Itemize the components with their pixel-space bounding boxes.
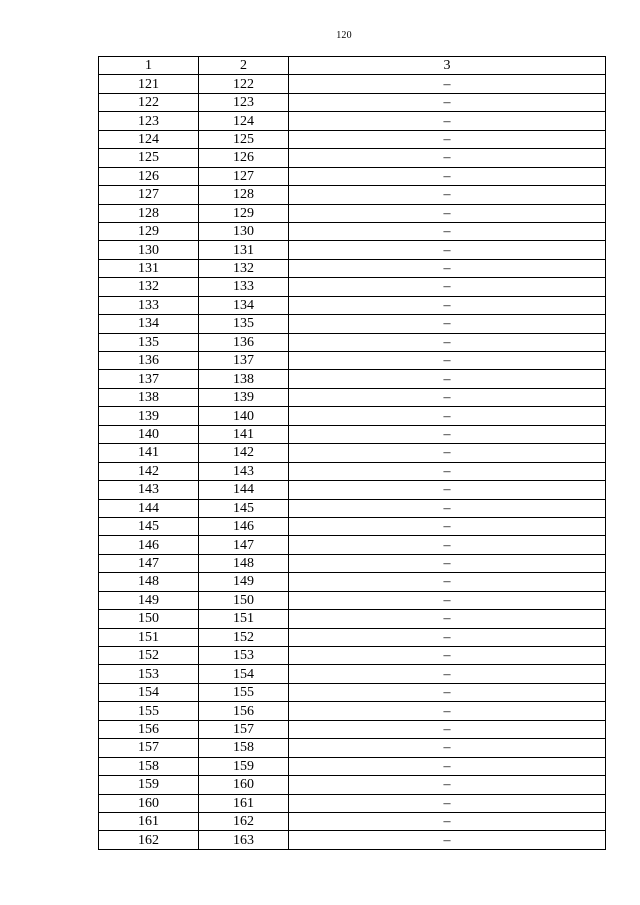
table-row — [99, 462, 606, 480]
table-cell-col-3: – — [289, 665, 606, 683]
table-cell-col-3: – — [289, 720, 606, 738]
table-cell-col-3: – — [289, 186, 606, 204]
column-header-3: 3 — [289, 57, 606, 75]
table-row — [99, 776, 606, 794]
table-cell-col-2: 127 — [199, 167, 289, 185]
table-cell-col-1: 140 — [99, 425, 199, 443]
table-cell-col-1: 160 — [99, 794, 199, 812]
table-cell-col-2: 158 — [199, 739, 289, 757]
table-cell-col-1: 130 — [99, 241, 199, 259]
table-cell-col-3: – — [289, 388, 606, 406]
table-cell-col-3: – — [289, 278, 606, 296]
table-cell-col-3: – — [289, 370, 606, 388]
table-cell-col-2: 135 — [199, 315, 289, 333]
table-cell-col-2: 124 — [199, 112, 289, 130]
table-header — [99, 57, 606, 75]
table-cell-col-3: – — [289, 517, 606, 535]
table-cell-col-1: 121 — [99, 75, 199, 93]
table-cell-col-1: 136 — [99, 352, 199, 370]
table-cell-col-3: – — [289, 812, 606, 830]
table-row — [99, 481, 606, 499]
table-cell-col-1: 161 — [99, 812, 199, 830]
table-cell-col-3: – — [289, 296, 606, 314]
table-cell-col-1: 134 — [99, 315, 199, 333]
table-cell-col-3: – — [289, 536, 606, 554]
data-table — [98, 56, 606, 850]
table-cell-col-2: 129 — [199, 204, 289, 222]
table-cell-col-1: 123 — [99, 112, 199, 130]
table-row — [99, 683, 606, 701]
table-row — [99, 75, 606, 93]
table-cell-col-2: 126 — [199, 149, 289, 167]
table-cell-col-3: – — [289, 241, 606, 259]
table-cell-col-2: 155 — [199, 683, 289, 701]
table-row — [99, 130, 606, 148]
table-cell-col-1: 144 — [99, 499, 199, 517]
table-cell-col-3: – — [289, 683, 606, 701]
table-cell-col-2: 146 — [199, 517, 289, 535]
table-row — [99, 93, 606, 111]
table-cell-col-2: 125 — [199, 130, 289, 148]
table-cell-col-3: – — [289, 554, 606, 572]
table-cell-col-2: 154 — [199, 665, 289, 683]
table-cell-col-1: 127 — [99, 186, 199, 204]
table-cell-col-3: – — [289, 628, 606, 646]
table-row — [99, 370, 606, 388]
table-row — [99, 665, 606, 683]
table-row — [99, 444, 606, 462]
header-row — [99, 57, 606, 75]
table-cell-col-1: 133 — [99, 296, 199, 314]
table-body — [99, 75, 606, 849]
table-row — [99, 812, 606, 830]
table-row — [99, 204, 606, 222]
table-row — [99, 831, 606, 849]
table-row — [99, 259, 606, 277]
table-row — [99, 794, 606, 812]
table-row — [99, 167, 606, 185]
table-cell-col-2: 128 — [199, 186, 289, 204]
table-cell-col-1: 124 — [99, 130, 199, 148]
table-cell-col-2: 133 — [199, 278, 289, 296]
table-cell-col-2: 143 — [199, 462, 289, 480]
table-cell-col-1: 122 — [99, 93, 199, 111]
column-header-1: 1 — [99, 57, 199, 75]
table-cell-col-1: 153 — [99, 665, 199, 683]
table-row — [99, 739, 606, 757]
table-cell-col-1: 146 — [99, 536, 199, 554]
table-cell-col-2: 122 — [199, 75, 289, 93]
table-cell-col-1: 150 — [99, 610, 199, 628]
table-cell-col-2: 145 — [199, 499, 289, 517]
table-row — [99, 610, 606, 628]
table-row — [99, 720, 606, 738]
table-row — [99, 315, 606, 333]
table-cell-col-2: 157 — [199, 720, 289, 738]
table-cell-col-2: 137 — [199, 352, 289, 370]
table-cell-col-1: 142 — [99, 462, 199, 480]
table-cell-col-1: 155 — [99, 702, 199, 720]
table-cell-col-2: 153 — [199, 647, 289, 665]
table-row — [99, 222, 606, 240]
table-cell-col-2: 159 — [199, 757, 289, 775]
table-cell-col-2: 161 — [199, 794, 289, 812]
table-cell-col-3: – — [289, 647, 606, 665]
table-cell-col-2: 147 — [199, 536, 289, 554]
table-cell-col-1: 145 — [99, 517, 199, 535]
table-cell-col-2: 151 — [199, 610, 289, 628]
table-cell-col-3: – — [289, 93, 606, 111]
table-cell-col-2: 130 — [199, 222, 289, 240]
table-cell-col-2: 132 — [199, 259, 289, 277]
table-cell-col-3: – — [289, 831, 606, 849]
table-cell-col-3: – — [289, 573, 606, 591]
table-cell-col-1: 132 — [99, 278, 199, 296]
table-row — [99, 536, 606, 554]
table-cell-col-3: – — [289, 333, 606, 351]
table-row — [99, 333, 606, 351]
table-cell-col-1: 154 — [99, 683, 199, 701]
table-row — [99, 499, 606, 517]
table-cell-col-2: 142 — [199, 444, 289, 462]
table-row — [99, 241, 606, 259]
page-number: 120 — [336, 30, 352, 41]
table-cell-col-1: 149 — [99, 591, 199, 609]
table-cell-col-3: – — [289, 352, 606, 370]
table-cell-col-3: – — [289, 130, 606, 148]
table-cell-col-2: 141 — [199, 425, 289, 443]
table-cell-col-2: 150 — [199, 591, 289, 609]
table-cell-col-3: – — [289, 315, 606, 333]
table-cell-col-3: – — [289, 204, 606, 222]
table-cell-col-2: 123 — [199, 93, 289, 111]
table-row — [99, 388, 606, 406]
table-cell-col-2: 149 — [199, 573, 289, 591]
table-row — [99, 112, 606, 130]
table-row — [99, 757, 606, 775]
table-row — [99, 352, 606, 370]
table-cell-col-3: – — [289, 444, 606, 462]
table-row — [99, 517, 606, 535]
table-cell-col-2: 163 — [199, 831, 289, 849]
table-cell-col-2: 140 — [199, 407, 289, 425]
table-cell-col-2: 156 — [199, 702, 289, 720]
table-row — [99, 278, 606, 296]
table-cell-col-1: 138 — [99, 388, 199, 406]
table-cell-col-1: 129 — [99, 222, 199, 240]
table-cell-col-3: – — [289, 739, 606, 757]
table-cell-col-1: 156 — [99, 720, 199, 738]
table-cell-col-1: 157 — [99, 739, 199, 757]
table-cell-col-1: 159 — [99, 776, 199, 794]
table-cell-col-1: 152 — [99, 647, 199, 665]
table-row — [99, 573, 606, 591]
table-cell-col-1: 148 — [99, 573, 199, 591]
column-header-2: 2 — [199, 57, 289, 75]
table-cell-col-3: – — [289, 794, 606, 812]
table-row — [99, 186, 606, 204]
table-cell-col-3: – — [289, 757, 606, 775]
table-cell-col-3: – — [289, 167, 606, 185]
table-cell-col-2: 160 — [199, 776, 289, 794]
table-cell-col-3: – — [289, 776, 606, 794]
table-row — [99, 591, 606, 609]
table-cell-col-1: 143 — [99, 481, 199, 499]
table-cell-col-2: 134 — [199, 296, 289, 314]
table-cell-col-1: 135 — [99, 333, 199, 351]
table-cell-col-3: – — [289, 591, 606, 609]
table-cell-col-3: – — [289, 610, 606, 628]
table-cell-col-2: 136 — [199, 333, 289, 351]
table-cell-col-3: – — [289, 112, 606, 130]
table-cell-col-2: 148 — [199, 554, 289, 572]
table-cell-col-1: 158 — [99, 757, 199, 775]
table-cell-col-2: 138 — [199, 370, 289, 388]
table-cell-col-1: 147 — [99, 554, 199, 572]
table-row — [99, 647, 606, 665]
table-cell-col-1: 151 — [99, 628, 199, 646]
table-cell-col-1: 128 — [99, 204, 199, 222]
table-row — [99, 628, 606, 646]
table-cell-col-1: 125 — [99, 149, 199, 167]
table-row — [99, 702, 606, 720]
table-cell-col-1: 141 — [99, 444, 199, 462]
table-cell-col-3: – — [289, 259, 606, 277]
table-cell-col-2: 139 — [199, 388, 289, 406]
table-row — [99, 296, 606, 314]
table-cell-col-3: – — [289, 149, 606, 167]
table-cell-col-3: – — [289, 462, 606, 480]
table-cell-col-3: – — [289, 75, 606, 93]
table-cell-col-2: 152 — [199, 628, 289, 646]
table-cell-col-1: 126 — [99, 167, 199, 185]
table-cell-col-3: – — [289, 499, 606, 517]
table-cell-col-3: – — [289, 222, 606, 240]
table-row — [99, 407, 606, 425]
table-cell-col-2: 131 — [199, 241, 289, 259]
table-cell-col-3: – — [289, 425, 606, 443]
table-row — [99, 149, 606, 167]
table-cell-col-3: – — [289, 407, 606, 425]
table-cell-col-2: 144 — [199, 481, 289, 499]
table-cell-col-3: – — [289, 702, 606, 720]
table-cell-col-1: 162 — [99, 831, 199, 849]
table-cell-col-1: 131 — [99, 259, 199, 277]
table-cell-col-1: 137 — [99, 370, 199, 388]
table-cell-col-1: 139 — [99, 407, 199, 425]
table-row — [99, 554, 606, 572]
table-row — [99, 425, 606, 443]
table-cell-col-3: – — [289, 481, 606, 499]
table-cell-col-2: 162 — [199, 812, 289, 830]
